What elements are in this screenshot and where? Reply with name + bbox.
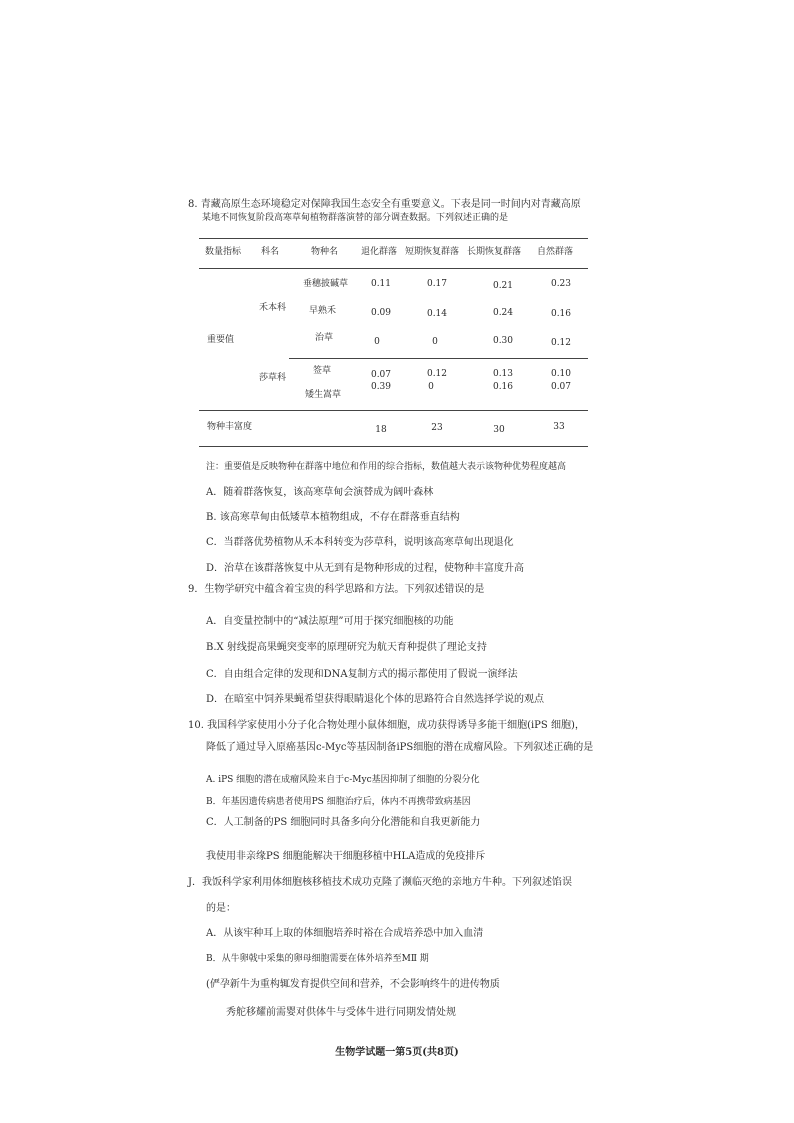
- table-value: 0.07: [370, 370, 392, 380]
- q11-option-a: A．从该牢种耳上取的体细胞培养时裕在合成培养恐中加入血清: [206, 928, 484, 939]
- header-short-term: 短期恢复群落: [405, 247, 460, 257]
- q11-stem-line1: J．我饭科学家利用体细胞核移植技术成功克隆了濒临灭绝的亲地方牛种。下列叙述馅误: [188, 877, 573, 888]
- q10-option-a: A. iPS 细胞的潜在成瘤风险来自于c-Myc基因抑制了细胞的分裂分化: [206, 775, 480, 785]
- header-long-term: 长期恢复群落: [467, 247, 522, 257]
- header-degraded: 退化群落: [361, 247, 398, 257]
- table-value: 0.09: [370, 308, 392, 318]
- richness-value: 23: [431, 423, 443, 433]
- q11-stem-line2: 的是：: [206, 903, 236, 914]
- q8-option-b: B. 该高寒草甸由低矮草本植物组成，不存在群落垂直结构: [206, 512, 460, 523]
- table-value: 0: [432, 337, 438, 347]
- table-top-rule: [199, 238, 588, 239]
- richness-value: 33: [553, 422, 565, 432]
- species-name: 矮生嵩草: [305, 390, 342, 400]
- table-value: 0.12: [550, 338, 572, 348]
- table-family-rule: [289, 358, 588, 359]
- table-value: 0.13: [492, 369, 514, 379]
- q9-option-d: D．在暗室中饲养果蝇希望获得眼睛退化个体的思路符合自然选择学说的观点: [206, 694, 545, 705]
- header-index: 数量指标: [205, 247, 242, 257]
- q8-note: 注：重要值是反映物种在群落中地位和作用的综合指标，数值越大表示该物种优势程度越高: [206, 462, 567, 472]
- table-value: 0.23: [550, 279, 572, 289]
- table-bottom-rule: [199, 446, 588, 447]
- q10-option-b: B．年基因遗传病患者使用PS 细胞治疗后，体内不再携带致病基因: [206, 797, 471, 807]
- index-label-importance: 重要值: [207, 335, 235, 345]
- family-gramineae: 禾本科: [259, 303, 287, 313]
- q10-option-c: C．人工制备的PS 细胞同时具备多向分化潜能和自我更新能力: [206, 817, 481, 828]
- header-species: 物种名: [311, 247, 339, 257]
- table-value: 0: [428, 382, 434, 392]
- table-value: 0.21: [492, 281, 514, 291]
- richness-value: 30: [493, 425, 505, 435]
- species-name: 治草: [315, 333, 334, 343]
- q8-option-c: C．当群落优势植物从禾本科转变为莎草科，说明该高寒草甸出现退化: [206, 537, 514, 548]
- table-value: 0.10: [550, 369, 572, 379]
- q11-option-c: (俨孕新牛为重构辄发育提供空间和营养，不会影响终牛的进传物质: [206, 979, 500, 990]
- header-natural: 自然群落: [537, 247, 574, 257]
- q11-option-d: 秀舵移耀前需婴对供体牛与受体牛进行同期发情处规: [226, 1007, 456, 1018]
- table-value: 0.17: [426, 279, 448, 289]
- q8-option-d: D．治草在该群落恢复中从无到有是物种形成的过程，使物种丰富度升高: [206, 563, 525, 574]
- table-value: 0.07: [550, 382, 572, 392]
- species-name: 早熟禾: [309, 306, 337, 316]
- table-value: 0.39: [370, 382, 392, 392]
- table-value: 0.12: [426, 369, 448, 379]
- species-name: 垂穗披碱草: [303, 279, 349, 289]
- table-value: 0.30: [492, 336, 514, 346]
- table-value: 0.16: [550, 309, 572, 319]
- page-footer: 生物学试题一第5页(共8页): [335, 1047, 459, 1058]
- q8-data-table: [199, 238, 588, 448]
- q10-option-d: 我使用非亲缘PS 细胞能解决干细胞移植中HLA造成的免疫排斥: [206, 851, 486, 862]
- table-value: 0.16: [492, 382, 514, 392]
- q9-option-c: C．自由组合定律的发现和DNA复制方式的揭示都使用了假说一演绎法: [206, 669, 518, 680]
- q8-option-a: A．随着群落恢复，该高寒草甸会演替成为阔叶森林: [206, 487, 434, 498]
- q11-option-b: B．从牛卵戟中采集的卵母细胞需要在体外培养至MⅡ 期: [206, 954, 429, 964]
- table-value: 0.14: [426, 309, 448, 319]
- q9-option-b: B.X 射线提高果蝇突变率的原理研究为航天育种提供了理论支持: [206, 642, 487, 653]
- header-family: 科名: [261, 247, 280, 257]
- q9-stem: 9．生物学研究中蕴含着宝贵的科学思路和方法。下列叙述错误的是: [188, 584, 485, 595]
- richness-label: 物种丰富度: [207, 422, 253, 432]
- table-value: 0.11: [370, 279, 392, 289]
- q10-stem-line1: 10. 我国科学家使用小分子化合物处理小鼠体细胞，成功获得诱导多能干细胞(iPS 细胞)，: [188, 720, 585, 731]
- q8-stem-line1: 8. 青藏高原生态环境稳定对保障我国生态安全有重要意义。下表是同一时间内对青藏高原: [188, 199, 581, 210]
- q9-option-a: A．自变量控制中的“减法原理”可用于探究细胞核的功能: [206, 616, 454, 627]
- table-value: 0.24: [492, 308, 514, 318]
- table-value: 0: [374, 337, 380, 347]
- q8-stem-line2: 某地不同恢复阶段高寒草甸植物群落演替的部分调查数据。下列叙述正确的是: [202, 213, 509, 223]
- richness-value: 18: [375, 425, 387, 435]
- family-cyperaceae: 莎草科: [259, 373, 287, 383]
- table-body-rule: [199, 410, 588, 411]
- species-name: 签草: [313, 366, 332, 376]
- q10-stem-line2: 降低了通过导入原癌基因c-Myc等基因制备iPS细胞的潜在成瘤风险。下列叙述正确的是: [206, 742, 594, 753]
- table-header-rule: [199, 268, 588, 269]
